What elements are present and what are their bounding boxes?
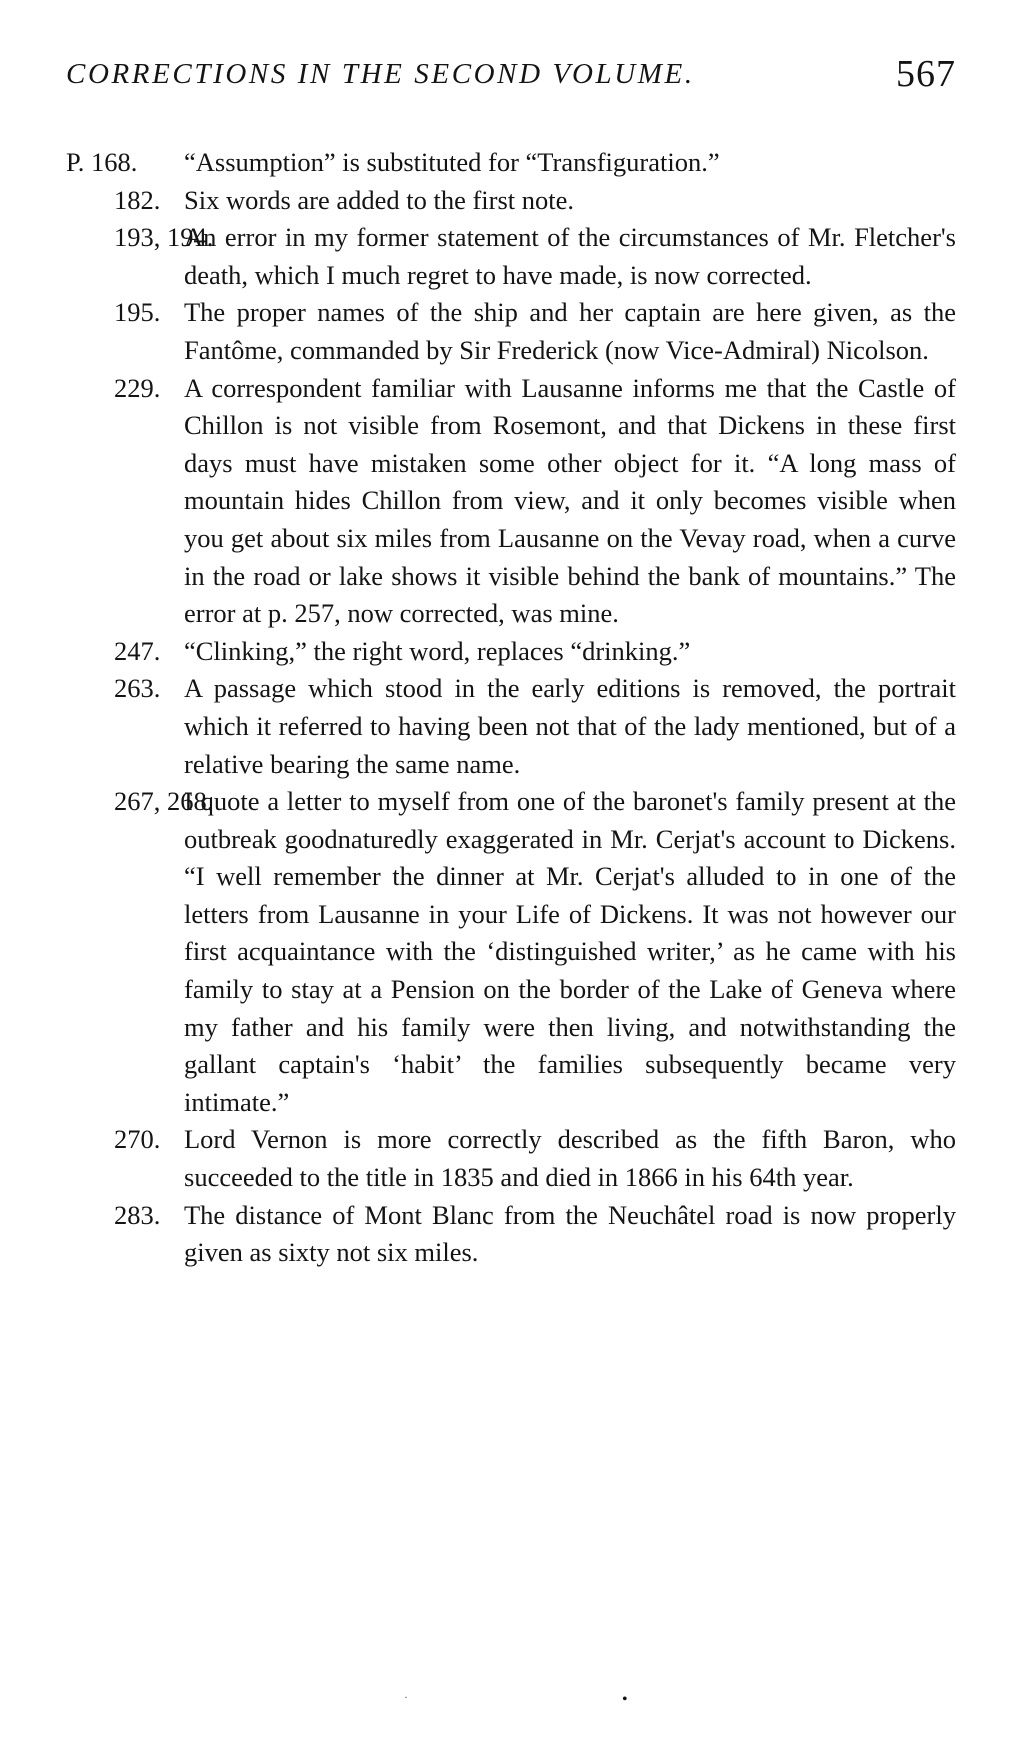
print-speck: •: [622, 1691, 628, 1708]
correction-entry: [66, 144, 956, 182]
page-reference: 283.: [114, 1199, 161, 1230]
correction-text: “Clinking,” the right word, replaces “drinking.”: [184, 635, 691, 666]
correction-entry: [66, 219, 956, 294]
corrections-list: [66, 144, 956, 1272]
correction-entry: [66, 1121, 956, 1196]
running-title: CORRECTIONS IN THE SECOND VOLUME.: [66, 58, 695, 90]
page-reference: 229.: [114, 372, 161, 403]
correction-text: Lord Vernon is more correctly described as the fifth Baron, who succeeded to the title in 1835 and died in 1866 in his 64th year.: [184, 1124, 956, 1193]
correction-entry: [66, 370, 956, 633]
page-reference: 267, 268.: [114, 786, 214, 817]
correction-text: The distance of Mont Blanc from the Neuchâtel road is now properly given as sixty not six miles.: [184, 1199, 956, 1268]
correction-entry: [66, 294, 956, 369]
correction-text: Six words are added to the first note.: [184, 184, 575, 215]
page-reference: 270.: [114, 1124, 161, 1155]
correction-entry: [66, 182, 956, 220]
correction-text: A passage which stood in the early editions is removed, the portrait which it referred to having been not that of the lady mentioned, but of a relative bearing the same name.: [184, 673, 956, 779]
page-header: [66, 52, 956, 112]
correction-entry: [66, 670, 956, 783]
page-reference: 182.: [114, 184, 161, 215]
correction-text: I quote a letter to myself from one of the baronet's family present at the outbreak goodnaturedly exaggerated in Mr. Cerjat's account to Dickens. “I well remember the dinner at Mr. Cerjat's alluded to in one of the letters from Lausanne in your Life of Dickens. It was not however our first acquaintance with the ‘distinguished writer,’ as he came with his family to stay at a Pension on the border of the Lake of Geneva where my father and his family were then living, and notwithstanding the gallant captain's ‘habit’ the families subsequently became very intimate.”: [184, 786, 956, 1117]
correction-entry: [66, 1197, 956, 1272]
correction-text: An error in my former statement of the circumstances of Mr. Fletcher's death, which I much regret to have made, is now corrected.: [184, 222, 956, 290]
correction-text: The proper names of the ship and her captain are here given, as the Fantôme, commanded by Sir Frederick (now Vice-Admiral) Nicolson.: [184, 297, 956, 365]
page-reference: 195.: [114, 297, 161, 328]
page-reference: 263.: [114, 673, 161, 704]
page-reference: P. 168.: [66, 147, 138, 177]
correction-entry: [66, 783, 956, 1121]
correction-entry: [66, 633, 956, 671]
page-reference: 193, 194.: [114, 222, 214, 253]
print-speck: ·: [404, 1690, 408, 1704]
page-reference: 247.: [114, 635, 161, 666]
page-number: 567: [896, 53, 956, 95]
correction-text: A correspondent familiar with Lausanne informs me that the Castle of Chillon is not visible from Rosemont, and that Dickens in these first days must have mistaken some other object for it. “A long mass of mountain hides Chillon from view, and it only becomes visible when you get about six miles from Lausanne on the Vevay road, when a curve in the road or lake shows it visible behind the bank of mountains.” The error at p. 257, now corrected, was mine.: [184, 372, 956, 629]
correction-text: “Assumption” is substituted for “Transfiguration.”: [184, 147, 720, 177]
